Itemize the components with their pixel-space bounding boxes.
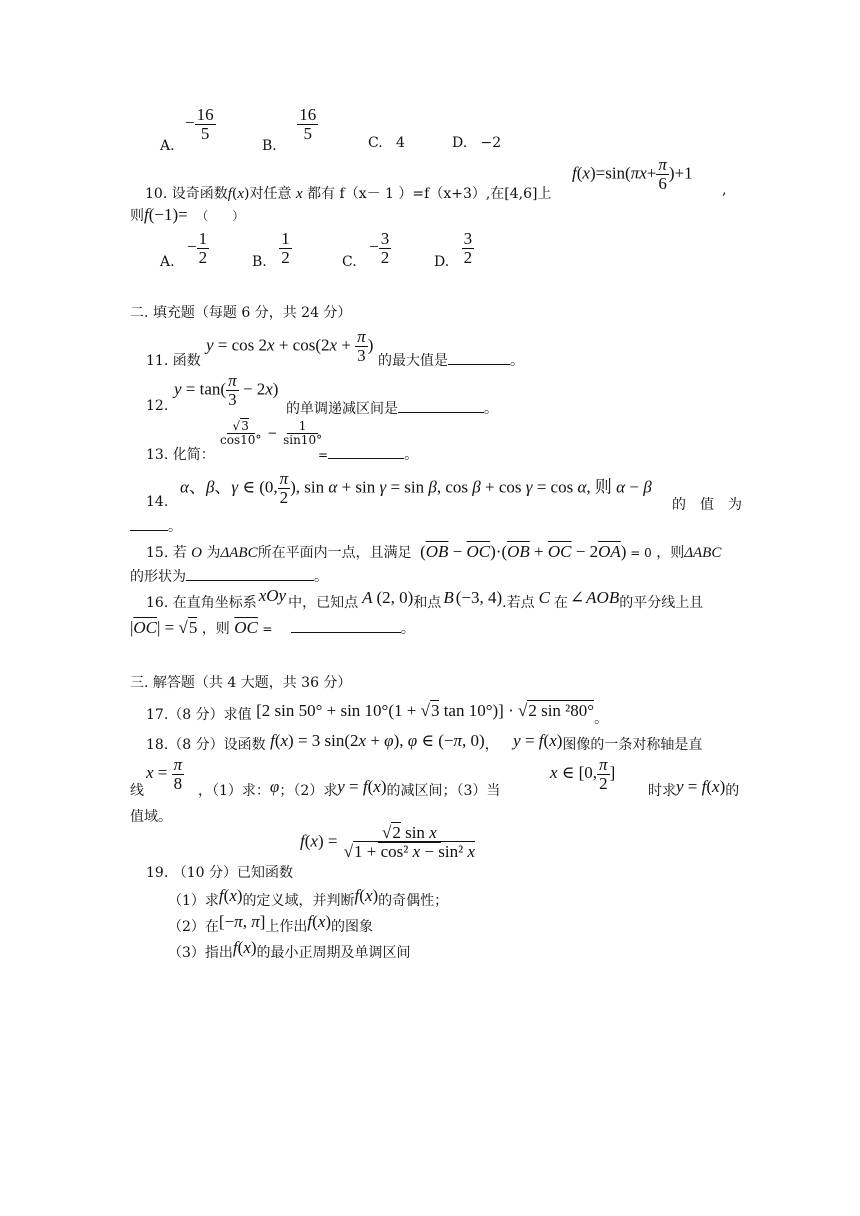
section2-title: 二. 填充题（每题 6 分，共 24 分）: [130, 305, 352, 321]
q19-label: 19. （10 分）已知函数: [146, 865, 293, 881]
section3-title: 三. 解答题（共 4 大题，共 36 分）: [130, 675, 352, 691]
q11-question: 的最大值是 。: [378, 353, 524, 369]
q14-formula: α、β、γ ∈ (0, $\frac{\pi}{2}$ ), sin α + sin γ = sin β, cos β + cos γ = cos α, 则 α − β: [180, 469, 652, 507]
q10-option-d: D. $\frac{3}{2}$: [434, 229, 473, 271]
q14-tail: 的 值 为: [672, 497, 742, 513]
q17: 17.（8 分）求值 [2 sin 50° + sin 10°(1 + √3 tan 10°)] · √2 sin ²80°。: [146, 701, 609, 727]
q9-option-d: D. −2: [452, 135, 502, 151]
q13-label: 13. 化简：: [146, 447, 215, 463]
q18-line2: 线 ，（1）求：φ；（2）求y = f(x)的减区间；（3）当: [130, 777, 501, 799]
q10-option-c: C. − $\frac{3}{2}$: [342, 229, 390, 271]
q18-line3: 值域。: [130, 809, 172, 825]
q10-comma: ,: [722, 182, 727, 198]
q15-line2: 的形状为 。: [130, 569, 328, 585]
q16-line1: 16. 在直角坐标系 xOy 中，已知点 A (2, 0)和点 B (−3, 4).若点 C 在 ∠ AOB的平分线上且: [146, 586, 704, 611]
q13-answer: = 。: [318, 447, 419, 463]
q11-formula: y = cos 2x + cos(2x + $\frac{\pi}{3}$ ): [206, 327, 374, 365]
q10-function: f(x)=sin(πx+ $\frac{\pi}{6}$ )+1: [572, 155, 693, 193]
q10-ask: 则f(−1)= （ ）: [130, 205, 245, 224]
q13-formula: $\frac{√3}{\cos 10^\circ}$ − $\frac{1}{\sin 10^\circ}$: [220, 419, 323, 447]
q19-part3: （3）指出f(x)的最小正周期及单调区间: [168, 938, 411, 961]
q10-option-a: A. − $\frac{1}{2}$: [160, 229, 208, 271]
q12-label: 12.: [146, 398, 169, 414]
q11-label: 11. 函数: [146, 353, 201, 369]
q18-line2-end: 时求y = f(x)的: [648, 777, 740, 799]
q19-formula: f(x) = $\frac{\text{√2 sin x}}{\text{√1 + cos² x − sin² x}}$: [300, 823, 476, 861]
q12-question: 的单调递减区间是 。: [286, 401, 498, 417]
q19-part1: （1）求f(x)的定义域，并判断f(x)的奇偶性；: [168, 886, 449, 909]
q12-formula: y = tan( $\frac{\pi}{3}$ − 2x): [174, 371, 279, 409]
q18-line1: 18.（8 分）设函数 f(x) = 3 sin(2x + φ), φ ∈ (−π, 0)， y = f(x)图像的一条对称轴是直: [146, 731, 703, 753]
q9-option-c: C. 4: [368, 135, 405, 151]
q14-blank: 。: [130, 516, 182, 536]
q15-line1: 15. 若 O 为ΔABC所在平面内一点，且满足 $(\overline{OB} - \overline{OC})\cdot(\overline{OB} + \overline{OC} - 2\overline{OA}) = 0$ ，则ΔABC: [146, 542, 722, 561]
q18-domain: x ∈ [0, $\frac{\pi}{2}$ ]: [550, 755, 616, 793]
q16-line2: $|\overline{OC}| = √5$ ，则 $\overline{OC}$ = 。: [130, 618, 415, 637]
q19-part2: （2）在[−π, π]上作出f(x)的图象: [168, 912, 374, 935]
q9-option-b: B. $\frac{16}{5}$: [262, 105, 317, 155]
q9-option-a: A. − $\frac{16}{5}$: [160, 105, 214, 155]
q10-option-b: B. $\frac{1}{2}$: [252, 229, 290, 271]
q10-stem: 10. 设奇函数f(x)对任意 x 都有 f（x－ 1 ）=f（x+3）,在[4,6]上: [145, 186, 552, 202]
q18-x-eq: x = $\frac{\pi}{8}$: [146, 755, 183, 793]
q14-label: 14.: [146, 494, 169, 510]
